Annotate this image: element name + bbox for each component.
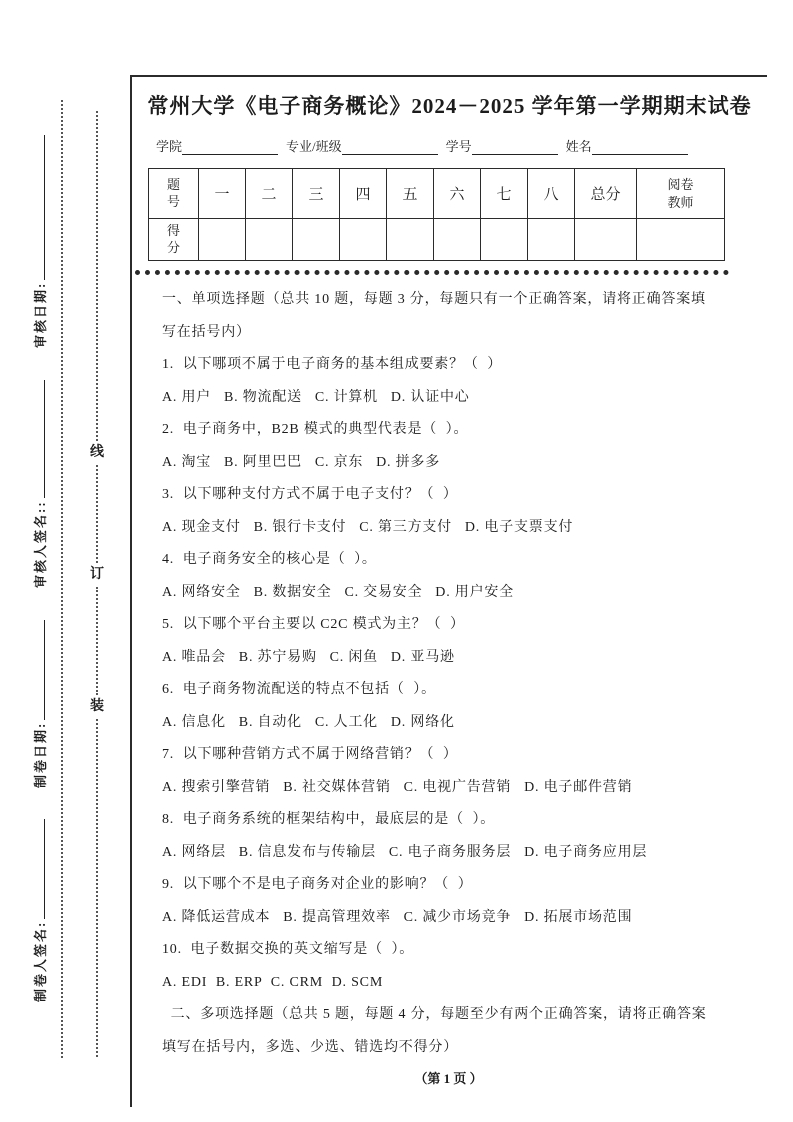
score-cell-empty xyxy=(199,219,246,261)
section-col-1: 一 xyxy=(199,169,246,219)
major-class-label: 专业/班级 xyxy=(286,139,342,154)
question-1-options: A. 用户 B. 物流配送 C. 计算机 D. 认证中心 xyxy=(162,389,470,405)
student-id-field xyxy=(446,136,558,155)
binding-line-segment xyxy=(96,587,98,695)
grader-line1: 阅卷 xyxy=(667,176,694,192)
question-9-stem: 9. 以下哪个不是电子商务对企业的影响？（ ） xyxy=(162,877,473,892)
binding-line-segment xyxy=(96,111,98,441)
major-class-blank-line xyxy=(342,141,438,155)
name-blank-line xyxy=(592,141,688,155)
binding-char-xian: 线 xyxy=(90,445,104,460)
binding-dotted-line xyxy=(61,100,63,1058)
reviewer-signature-line xyxy=(33,380,45,498)
total-score-cell-empty xyxy=(575,219,637,261)
binding-line-segment xyxy=(96,465,98,563)
question-2-stem: 2. 电子商务中，B2B 模式的典型代表是（ ）。 xyxy=(162,422,469,437)
student-id-label: 学号 xyxy=(445,139,472,154)
question-5-options: A. 唯品会 B. 苏宁易购 C. 闲鱼 D. 亚马逊 xyxy=(162,649,455,665)
question-7-options: A. 搜索引擎营销 B. 社交媒体营销 C. 电视广告营销 D. 电子邮件营销 xyxy=(162,779,633,795)
maker-signature-line xyxy=(33,819,45,919)
question-4-stem: 4. 电子商务安全的核心是（ ）。 xyxy=(162,552,377,567)
score-cell-empty xyxy=(387,219,434,261)
question-5-stem: 5. 以下哪个平台主要以 C2C 模式为主？（ ） xyxy=(162,617,465,632)
score-label-line1: 得 xyxy=(166,222,180,238)
total-score-header-cell: 总分 xyxy=(575,169,637,219)
question-no-line2: 号 xyxy=(166,193,180,209)
dotted-separator xyxy=(135,270,729,275)
page-title: 常州大学《电子商务概论》2024－2025 学年第一学期期末试卷 xyxy=(147,94,752,118)
question-6-stem: 6. 电子商务物流配送的特点不包括（ ）。 xyxy=(162,682,436,697)
grader-cell-empty xyxy=(637,219,725,261)
major-class-field xyxy=(286,136,438,155)
college-field xyxy=(156,136,278,155)
question-4-options: A. 网络安全 B. 数据安全 C. 交易安全 D. 用户安全 xyxy=(162,584,514,600)
name-field xyxy=(566,136,688,155)
question-8-options: A. 网络层 B. 信息发布与传输层 C. 电子商务服务层 D. 电子商务应用层 xyxy=(162,844,648,860)
reviewer-signature-text: 审核人签名:: xyxy=(33,500,48,588)
score-table xyxy=(148,168,725,261)
question-7-stem: 7. 以下哪种营销方式不属于网络营销？（ ） xyxy=(162,747,458,762)
section-col-6: 六 xyxy=(434,169,481,219)
question-no-header-cell xyxy=(149,169,199,219)
maker-date-line xyxy=(33,620,45,720)
section-col-8: 八 xyxy=(528,169,575,219)
binding-line xyxy=(88,108,106,1060)
section-col-7: 七 xyxy=(481,169,528,219)
reviewer-date-text: 审核日期: xyxy=(33,281,48,348)
question-body xyxy=(162,284,743,1064)
reviewer-date-line xyxy=(33,135,45,280)
section-col-2: 二 xyxy=(246,169,293,219)
score-table-score-row xyxy=(149,219,725,261)
college-blank-line xyxy=(182,141,278,155)
section2-header-line2: 填写在括号内，多选、少选、错选均不得分） xyxy=(162,1039,458,1055)
binding-char-ding: 订 xyxy=(90,567,104,582)
college-label: 学院 xyxy=(156,139,183,154)
reviewer-date-label xyxy=(30,135,49,348)
question-3-stem: 3. 以下哪种支付方式不属于电子支付？（ ） xyxy=(162,487,458,502)
question-no-line1: 题 xyxy=(166,176,180,192)
score-cell-empty xyxy=(246,219,293,261)
maker-date-text: 制卷日期: xyxy=(33,721,48,788)
score-cell-empty xyxy=(340,219,387,261)
maker-signature-label xyxy=(30,819,49,1002)
section-col-4: 四 xyxy=(340,169,387,219)
question-1-stem: 1. 以下哪项不属于电子商务的基本组成要素？（ ） xyxy=(162,357,503,372)
section1-header-line1: 一、单项选择题（总共 10 题，每题 3 分，每题只有一个正确答案，请将正确答案填 xyxy=(162,292,706,307)
question-3-options: A. 现金支付 B. 银行卡支付 C. 第三方支付 D. 电子支票支付 xyxy=(162,519,574,535)
student-info-row xyxy=(156,136,767,155)
exam-content xyxy=(130,75,767,1107)
section2-header-line1: 二、多项选择题（总共 5 题，每题 4 分，每题至少有两个正确答案，请将正确答案 xyxy=(162,1007,707,1022)
score-cell-empty xyxy=(293,219,340,261)
binding-char-zhuang: 装 xyxy=(90,699,104,714)
section1-header-line2: 写在括号内） xyxy=(162,324,251,340)
maker-date-label xyxy=(30,620,49,788)
name-label: 姓名 xyxy=(565,139,592,154)
section-col-3: 三 xyxy=(293,169,340,219)
student-id-blank-line xyxy=(472,141,558,155)
question-10-stem: 10. 电子数据交换的英文缩写是（ ）。 xyxy=(162,942,415,957)
section-col-5: 五 xyxy=(387,169,434,219)
binding-line-segment xyxy=(96,719,98,1057)
reviewer-signature-label xyxy=(30,380,49,588)
page-number: （第 1 页 ） xyxy=(414,1071,483,1086)
question-8-stem: 8. 电子商务系统的框架结构中，最底层的是（ ）。 xyxy=(162,812,496,827)
question-6-options: A. 信息化 B. 自动化 C. 人工化 D. 网络化 xyxy=(162,714,455,730)
question-9-options: A. 降低运营成本 B. 提高管理效率 C. 减少市场竞争 D. 拓展市场范围 xyxy=(162,909,633,925)
question-10-options: A. EDI B. ERP C. CRM D. SCM xyxy=(162,974,384,990)
score-header-cell xyxy=(149,219,199,261)
grader-line2: 教师 xyxy=(667,194,694,210)
score-label-line2: 分 xyxy=(166,239,180,255)
score-cell-empty xyxy=(528,219,575,261)
grader-header-cell xyxy=(637,169,725,219)
question-2-options: A. 淘宝 B. 阿里巴巴 C. 京东 D. 拼多多 xyxy=(162,454,440,470)
score-cell-empty xyxy=(434,219,481,261)
maker-signature-text: 制卷人签名: xyxy=(33,920,48,1002)
score-cell-empty xyxy=(481,219,528,261)
score-table-header-row xyxy=(149,169,725,219)
